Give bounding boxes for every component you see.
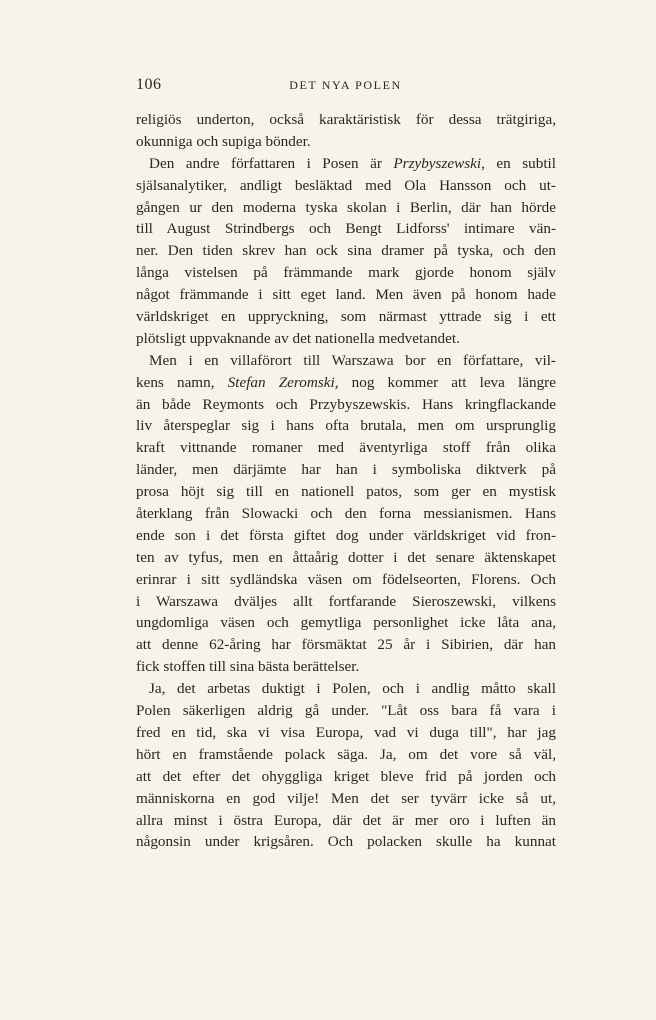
text-line: allra minst i östra Europa, där det är mer oro i luften än: [136, 811, 556, 829]
text-line: erinrar i sitt sydländska väsen om födelseorten, Florens. Och: [136, 570, 556, 588]
running-title: DET NYA POLEN: [289, 78, 402, 92]
text-line: kraft vittnande romaner med äventyrliga stoff från olika: [136, 439, 556, 457]
text-line: något främmande i sitt eget land. Men även på honom hade: [136, 286, 556, 304]
text-line: Polen säkerligen aldrig gå under. "Låt oss bara få vara i: [136, 702, 556, 720]
text-line: till August Strindbergs och Bengt Lidforss' intimare vän-: [136, 220, 556, 238]
text-line: att denne 62-åring har försmäktat 25 år i Sibirien, där han: [136, 636, 556, 654]
text-line: själsanalytiker, andligt besläktad med Ola Hansson och ut-: [136, 176, 556, 194]
text-line: prosa höjt sig till en nationell patos, som ger en mystisk: [136, 483, 556, 501]
text-segment: Den andre författaren i Posen är: [149, 154, 394, 172]
text-line: plötsligt uppvaknande av det nationella medvetandet.: [136, 329, 460, 347]
text-segment: en subtil: [484, 154, 556, 172]
text-segment: nog kommer att leva längre: [338, 373, 556, 391]
text-line: än både Reymonts och Przybyszewskis. Hans kringflackande: [136, 395, 556, 413]
text-line: hört en framstående polack säga. Ja, om det vore så väl,: [136, 745, 556, 763]
text-line: ende son i det första giftet dog under världskriget vid fron-: [136, 526, 556, 544]
author-name-zeromski: Stefan Zeromski,: [227, 373, 339, 391]
page-header: [136, 76, 555, 96]
text-line: liv återspeglar sig i hans ofta brutala, men om ursprunglig: [136, 417, 556, 435]
paragraph-start-line: Ja, det arbetas duktigt i Polen, och i andlig måtto skall: [149, 680, 556, 698]
text-segment: kens namn,: [136, 373, 228, 391]
text-line: att det efter det ohyggliga kriget bleve frid på jorden och: [136, 767, 556, 785]
text-line: återklang från Slowacki och den forna messianismen. Hans: [136, 505, 556, 523]
text-line: [136, 372, 556, 394]
text-line: i Warszawa dväljes allt fortfarande Sieroszewski, vilkens: [136, 592, 556, 610]
text-line: religiös underton, också karaktäristisk för dessa trätgiriga,: [136, 111, 556, 128]
paragraph-start-line: [136, 153, 556, 175]
page-number: 106: [136, 76, 162, 93]
text-line: ungdomliga väsen och gemytliga personlighet icke låta ana,: [136, 614, 556, 632]
text-line: världskriget en uppryckning, som närmast yttrade sig i ett: [136, 308, 556, 326]
paragraph-start-line: Men i en villaförort till Warszawa bor en författare, vil-: [149, 351, 556, 369]
text-line: fred en tid, ska vi visa Europa, vad vi duga till", har jag: [136, 723, 556, 741]
author-name-przybyszewski: Przybyszewski,: [393, 154, 485, 172]
text-line: gången ur den moderna tyska skolan i Berlin, där han hörde: [136, 198, 556, 216]
body-text: [136, 109, 556, 853]
text-line: ner. Den tiden skrev han ock sina dramer på tyska, och den: [136, 242, 556, 260]
text-line: okunniga och supiga bönder.: [136, 132, 311, 150]
text-line: fick stoffen till sina bästa berättelser.: [136, 658, 360, 676]
text-line: någonsin under krigsåren. Och polacken skulle ha kunnat: [136, 833, 556, 851]
text-line: ten av tyfus, men en åttaårig dotter i det senare äktenskapet: [136, 548, 556, 566]
text-line: länder, men därjämte har han i symboliska diktverk på: [136, 461, 556, 479]
text-line: människorna en god vilje! Men det ser tyvärr icke så ut,: [136, 789, 556, 807]
text-line: långa vistelsen på främmande mark gjorde honom själv: [136, 264, 556, 282]
